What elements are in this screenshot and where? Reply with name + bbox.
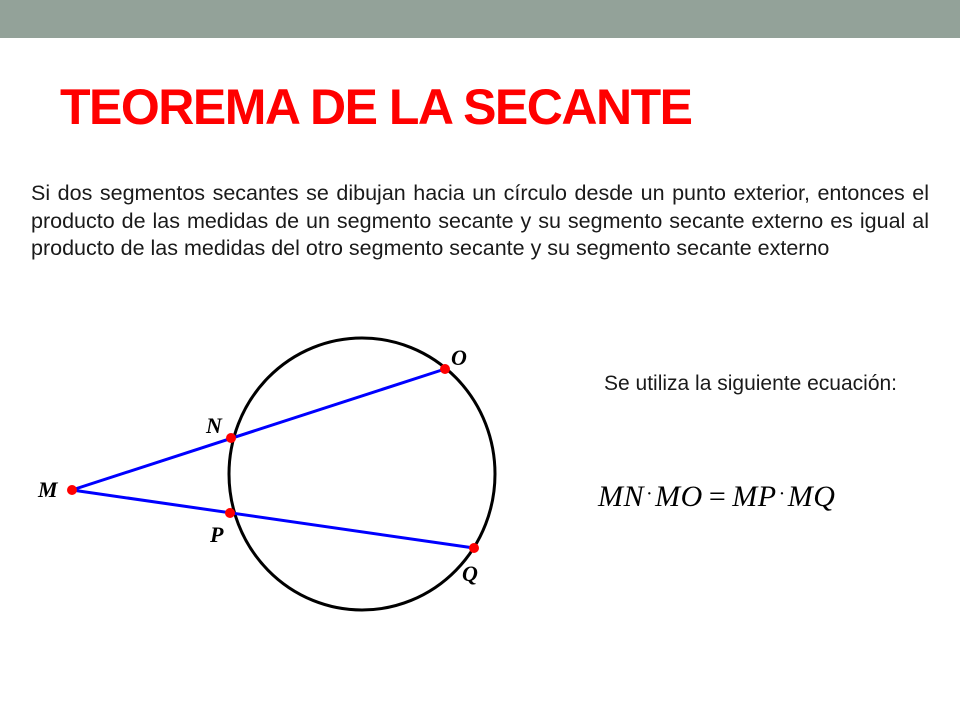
- label-m: M: [38, 477, 58, 502]
- point-m: [67, 485, 77, 495]
- equation-mq: MQ: [787, 480, 836, 513]
- label-o: O: [451, 345, 467, 370]
- secant-line-mq: [72, 490, 474, 548]
- slide-title: TEOREMA DE LA SECANTE: [60, 79, 692, 135]
- equation-mo: MO: [655, 480, 703, 513]
- secant-equation: [598, 480, 835, 514]
- theorem-statement: Si dos segmentos secantes se dibujan hacia un círculo desde un punto exterior, entonces el producto de las medidas de un segmento secante y su segmento secante externo es igual al producto de las medidas del otro segmento secante y su segmento secante externo: [31, 181, 929, 260]
- equation-dot: ·: [646, 483, 654, 505]
- equation-dot: ·: [778, 483, 786, 505]
- label-p: P: [210, 522, 224, 547]
- point-p: [225, 508, 235, 518]
- equation-mp: MP: [732, 480, 777, 513]
- point-q: [469, 543, 479, 553]
- point-o: [440, 364, 450, 374]
- equation-mn: MN: [598, 480, 644, 513]
- point-n: [226, 433, 236, 443]
- equation-intro: Se utiliza la siguiente ecuación:: [604, 372, 898, 395]
- circle: [229, 338, 495, 610]
- label-n: N: [206, 413, 222, 438]
- label-q: Q: [462, 561, 478, 586]
- equation-equals: =: [708, 480, 727, 513]
